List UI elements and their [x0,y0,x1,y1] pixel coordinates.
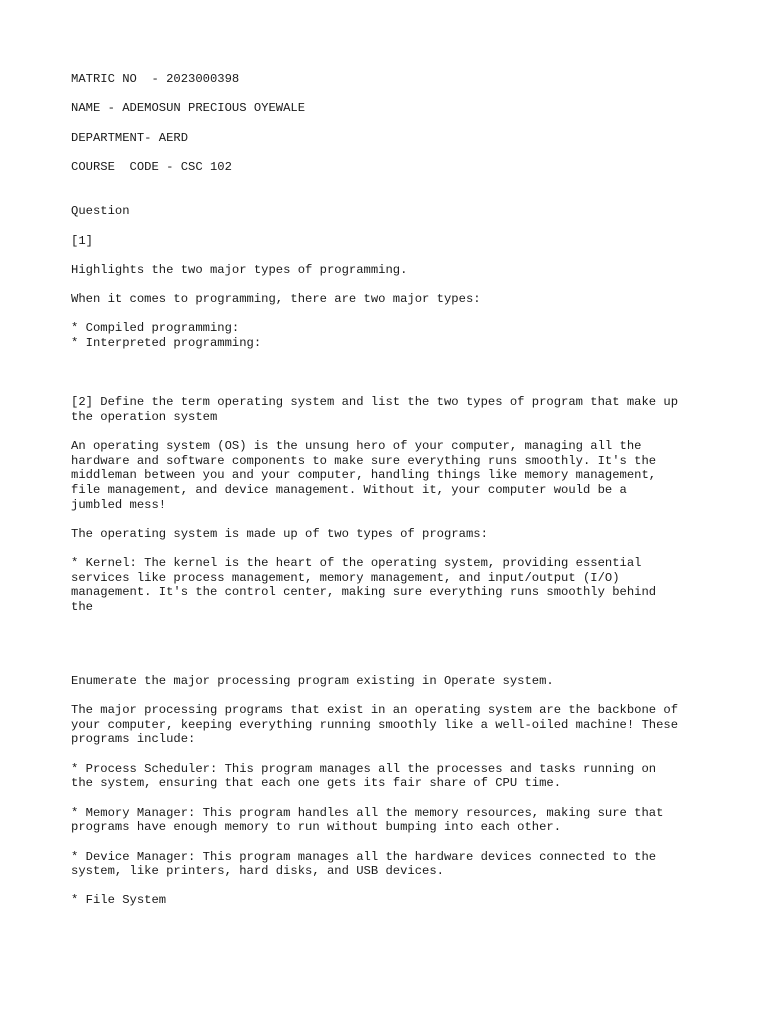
q1-item-compiled: * Compiled programming: [71,321,240,335]
q1-intro: When it comes to programming, there are two major types: [71,292,481,306]
q2-answer-line-4: file management, and device management. Without it, your computer would be a [71,483,627,497]
course-code: COURSE CODE - CSC 102 [71,160,232,174]
q2-prompt-line-2: the operation system [71,410,218,424]
q2-answer-line-5: jumbled mess! [71,498,167,512]
department: DEPARTMENT- AERD [71,131,189,145]
q2-kernel-line-2: services like process management, memory management, and input/output (I/O) [71,571,620,585]
q3-intro-line-3: programs include: [71,732,196,746]
q1-prompt: Highlights the two major types of programming. [71,263,408,277]
q1-item-interpreted: * Interpreted programming: [71,336,262,350]
q2-answer-line-1: An operating system (OS) is the unsung hero of your computer, managing all the [71,439,642,453]
q2-kernel-line-4: the [71,600,93,614]
q3-prompt: Enumerate the major processing program existing in Operate system. [71,674,554,688]
q3-memory-line-1: * Memory Manager: This program handles all the memory resources, making sure that [71,806,664,820]
q3-intro-line-1: The major processing programs that exist in an operating system are the backbone of [71,703,679,717]
q3-scheduler-line-2: the system, ensuring that each one gets its fair share of CPU time. [71,776,562,790]
q3-scheduler-line-1: * Process Scheduler: This program manages all the processes and tasks running on [71,762,657,776]
q2-kernel-line-1: * Kernel: The kernel is the heart of the operating system, providing essential [71,556,642,570]
student-name: NAME - ADEMOSUN PRECIOUS OYEWALE [71,101,306,115]
q3-device-line-1: * Device Manager: This program manages all the hardware devices connected to the [71,850,657,864]
matric-number: MATRIC NO - 2023000398 [71,72,240,86]
question-label: Question [71,204,130,218]
q3-file-system: * File System [71,893,167,907]
q3-intro-line-2: your computer, keeping everything running smoothly like a well-oiled machine! These [71,718,679,732]
q3-device-line-2: system, like printers, hard disks, and USB devices. [71,864,444,878]
q2-types-intro: The operating system is made up of two types of programs: [71,527,488,541]
q2-kernel-line-3: management. It's the control center, making sure everything runs smoothly behind [71,585,657,599]
q2-answer-line-2: hardware and software components to make sure everything runs smoothly. It's the [71,454,657,468]
q2-answer-line-3: middleman between you and your computer, handling things like memory management, [71,468,657,482]
q2-prompt-line-1: [2] Define the term operating system and list the two types of program that make up [71,395,679,409]
q1-number: [1] [71,234,93,248]
q3-memory-line-2: programs have enough memory to run without bumping into each other. [71,820,562,834]
